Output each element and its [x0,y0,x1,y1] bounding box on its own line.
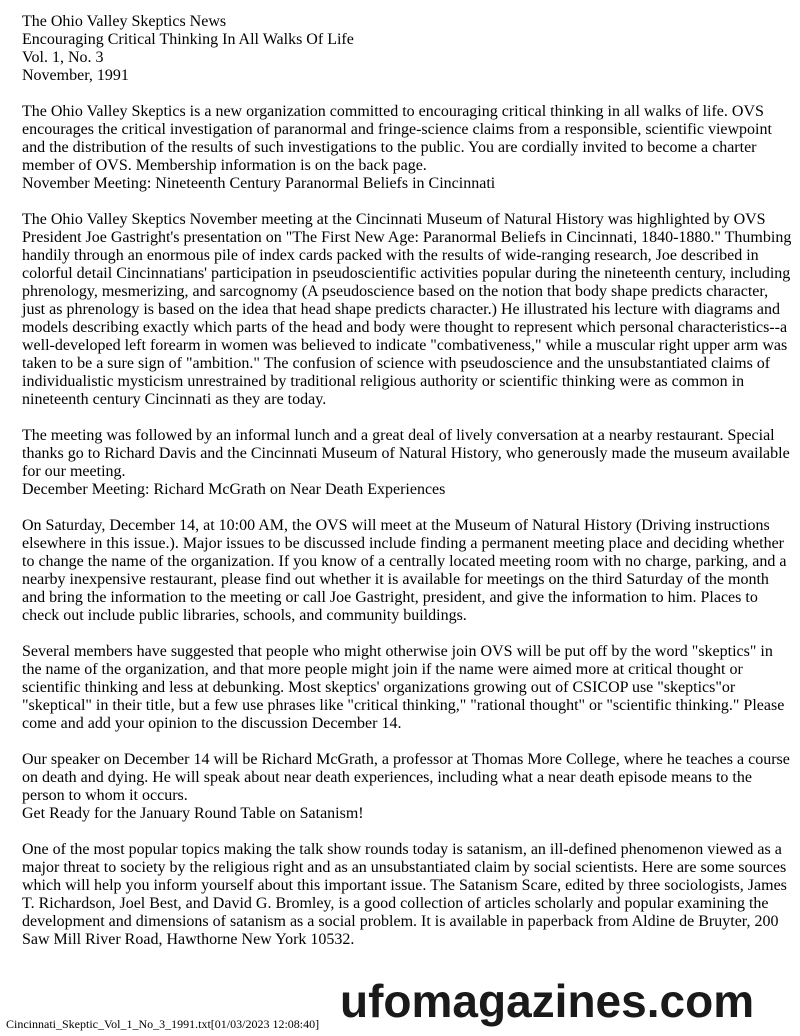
intro-paragraph: The Ohio Valley Skeptics is a new organization committed to encouraging critical thinking in all walks of life. OVS encourages the critical investigation of paranormal and fringe-science claims from a responsible, scientific viewpoint and the distribution of the results of such investigations to the public. You are cordially invited to become a charter member of OVS. Membership information is on the back page. [22,103,772,174]
paragraph: On Saturday, December 14, at 10:00 AM, the OVS will meet at the Museum of Natural History (Driving instructions elsewhere in this issue.). Major issues to be discussed include finding a permanent meeting place and deciding whether to change the name of the organization. If you know of a centrally located meeting room with no charge, parking, and a nearby inexpensive restaurant, please find out whether it is available for meetings on the third Saturday of the month and bring the information to the meeting or call Joe Gastright, president, and give the information to him. Places to check out include public libraries, schools, and community buildings. [22,517,787,624]
newsletter-tagline: Encouraging Critical Thinking In All Walks Of Life [22,31,354,48]
file-footer: Cincinnati_Skeptic_Vol_1_No_3_1991.txt[01/03/2023 12:08:40] [6,1017,320,1031]
paragraph: Several members have suggested that people who might otherwise join OVS will be put off by the word "skeptics" in the name of the organization, and that more people might join if the name were aimed more at critical thought or scientific thinking and less at debunking. Most skeptics' organizations growing out of CSICOP use "skeptics"or "skeptical" in their title, but a few use phrases like "critical thinking," "rational thought" or "scientific thinking." Please come and add your opinion to the discussion December 14. [22,643,785,732]
watermark-logo: ufomagazines.com [340,975,755,1027]
newsletter-title: The Ohio Valley Skeptics News [22,13,227,30]
paragraph: The Ohio Valley Skeptics November meeting at the Cincinnati Museum of Natural History was highlighted by OVS President Joe Gastright's presentation on "The First New Age: Paranormal Beliefs in Cincinnati, 1840-1880." Thumbing handily through an enormous pile of index cards packed with the results of wide-ranging research, Joe described in colorful detail Cincinnatians' participation in pseudoscientific activities popular during the nineteenth century, including phrenology, mesmerizing, and sarcognomy (A pseudoscience based on the notion that body shape predicts character, just as phrenology is based on the idea that head shape predicts character.) He illustrated his lecture with diagrams and models describing exactly which parts of the head and body were thought to represent which personal characteristics--a well-developed left forearm in women was believed to indicate "combativeness," while a muscular right upper arm was taken to be a sure sign of "ambition." The confusion of science with pseudoscience and the unsubstantiated claims of individualistic mysticism unrestrained by traditional religious authority or scientific thinking were as common in nineteenth century Cincinnati as they are today. [22,211,792,408]
section-heading: Get Ready for the January Round Table on Satanism! [22,805,364,822]
section-heading: November Meeting: Nineteenth Century Paranormal Beliefs in Cincinnati [22,175,496,192]
paragraph: Our speaker on December 14 will be Richard McGrath, a professor at Thomas More College, where he teaches a course on death and dying. He will speak about near death experiences, including what a near death episode means to the person to whom it occurs. [22,751,790,804]
paragraph: One of the most popular topics making the talk show rounds today is satanism, an ill-defined phenomenon viewed as a major threat to society by the religious right and as an unsubstantiated claim by social scientists. Here are some sources which will help you inform yourself about this important issue. The Satanism Scare, edited by three sociologists, James T. Richardson, Joel Best, and David G. Bromley, is a good collection of articles scholarly and popular examining the development and dimensions of satanism as a social problem. It is available in paperback from Aldine de Bruyter, 200 Saw Mill River Road, Hawthorne New York 10532. [22,841,787,948]
section-heading: December Meeting: Richard McGrath on Near Death Experiences [22,481,446,498]
issue-date: November, 1991 [22,67,129,84]
paragraph: The meeting was followed by an informal lunch and a great deal of lively conversation at a nearby restaurant. Special thanks go to Richard Davis and the Cincinnati Museum of Natural History, who generously made the museum available for our meeting. [22,427,790,480]
volume-number: Vol. 1, No. 3 [22,49,104,66]
document-body [22,13,792,949]
